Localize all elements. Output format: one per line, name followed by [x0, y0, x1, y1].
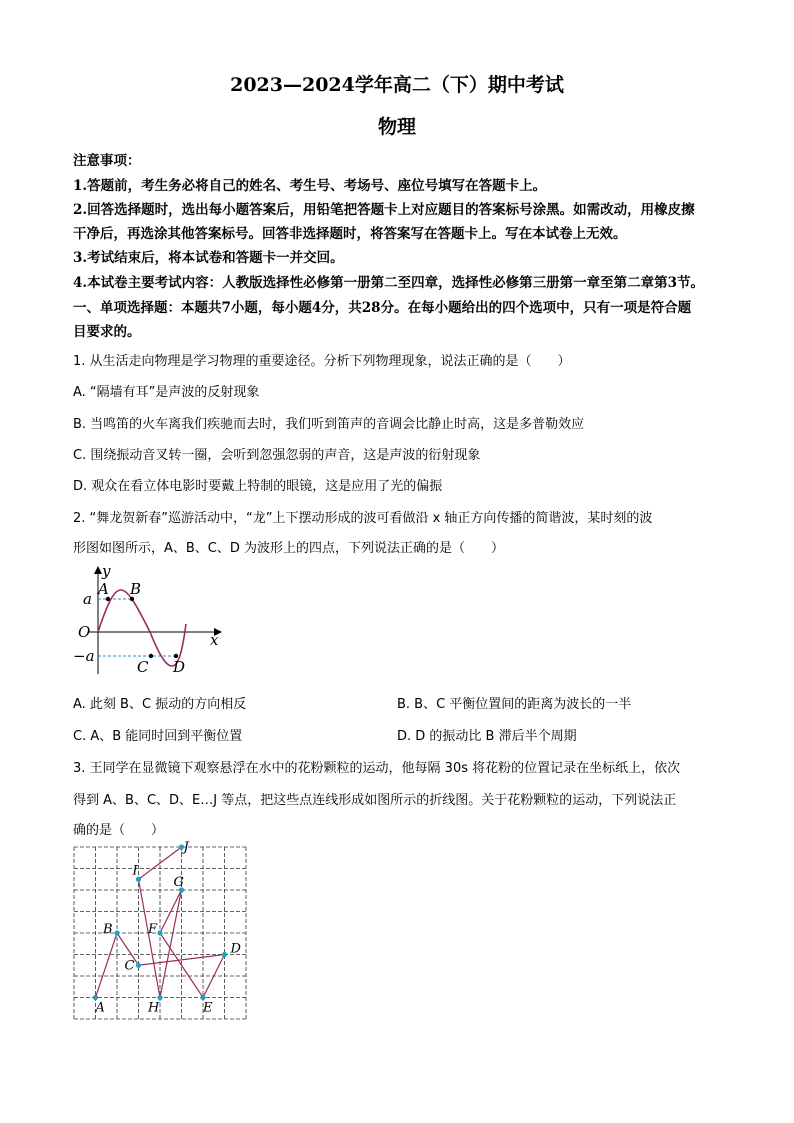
notice-item-3: 3.考试结束后，将本试卷和答题卡一并交回。 [73, 250, 344, 266]
q2-option-b: B. B、C 平衡位置间的距离为波长的一半 [397, 697, 632, 712]
section-heading-cont: 目要求的。 [73, 324, 141, 340]
point-c-dot [149, 654, 153, 658]
q3-stem-line3: 确的是（ ） [73, 823, 165, 838]
section-heading: 一、单项选择题：本题共7小题，每小题4分，共28分。在每小题给出的四个选项中，只有一项是符合题 [73, 300, 692, 316]
path-label-d: D [230, 941, 241, 957]
q1-option-c: C. 围绕振动音叉转一圈，会听到忽强忽弱的声音，这是声波的衍射现象 [73, 448, 481, 463]
notice-item-2-cont: 干净后，再选涂其他答案标号。回答非选择题时，将答案写在答题卡上。写在本试卷上无效。 [73, 226, 627, 242]
path-point-a [93, 995, 98, 1000]
q2-option-c: C. A、B 能同时回到平衡位置 [73, 729, 243, 744]
level-neg-a-label: −a [73, 647, 95, 665]
notice-item-4: 4.本试卷主要考试内容：人教版选择性必修第一册第二至四章，选择性必修第三册第一章至第二章第3节。 [73, 275, 704, 291]
point-a-label: A [98, 580, 109, 598]
path-point-b [114, 930, 119, 935]
q1-option-a: A. “隔墙有耳”是声波的反射现象 [73, 385, 260, 400]
sine-wave [98, 590, 186, 666]
notice-item-1: 1.答题前，考生务必将自己的姓名、考生号、考场号、座位号填写在答题卡上。 [73, 178, 547, 194]
q2-option-a: A. 此刻 B、C 振动的方向相反 [73, 697, 247, 712]
notice-heading: 注意事项： [73, 153, 141, 169]
point-b-label: B [130, 580, 142, 598]
point-d-label: D [173, 658, 186, 676]
level-a-label: a [83, 590, 92, 608]
q3-brownian-figure [74, 840, 246, 1023]
q2-stem-line1: 2. “舞龙贺新春”巡游活动中，“龙”上下摆动形成的波可看做沿 x 轴正方向传播的简谐波，某时刻的波 [73, 511, 653, 526]
exam-title: 2023—2024学年高二（下）期中考试 [230, 74, 564, 96]
path-label-g: G [173, 875, 184, 890]
q3-stem-line2: 得到 A、B、C、D、E…J 等点，把这些点连线形成如图所示的折线图。关于花粉颗粒的运动，下列说法正 [73, 793, 677, 808]
path-point-d [222, 952, 227, 957]
path-label-a: A [95, 1000, 105, 1016]
axis-x-label: x [210, 631, 219, 649]
path-point-e [200, 995, 205, 1000]
path-label-e: E [203, 1000, 213, 1016]
axis-y-label: y [102, 562, 111, 580]
q2-wave-figure [70, 562, 230, 682]
path-point-c [136, 963, 141, 968]
path-label-i: I [132, 863, 138, 879]
q2-option-d: D. D 的振动比 B 滞后半个周期 [397, 729, 577, 744]
notice-item-2: 2.回答选择题时，选出每小题答案后，用铅笔把答题卡上对应题目的答案标号涂黑。如需改动，用橡皮擦 [73, 202, 695, 218]
subject-title: 物理 [377, 116, 416, 138]
path-label-j: J [183, 840, 189, 855]
q3-stem-line1: 3. 王同学在显微镜下观察悬浮在水中的花粉颗粒的运动，他每隔 30s 将花粉的位置记录在坐标纸上，依次 [73, 761, 681, 776]
q2-stem-line2: 形图如图所示，A、B、C、D 为波形上的四点，下列说法正确的是（ ） [73, 541, 505, 556]
path-label-h: H [148, 1000, 160, 1016]
path-point-h [157, 995, 162, 1000]
point-c-label: C [137, 658, 149, 676]
path-point-f [157, 930, 162, 935]
q1-option-d: D. 观众在看立体电影时要戴上特制的眼镜，这是应用了光的偏振 [73, 479, 443, 494]
q1-stem: 1. 从生活走向物理是学习物理的重要途径。分析下列物理现象，说法正确的是（ ） [73, 354, 571, 369]
q1-option-b: B. 当鸣笛的火车离我们疾驰而去时，我们听到笛声的音调会比静止时高，这是多普勒效应 [73, 417, 585, 432]
path-label-b: B [103, 922, 113, 937]
origin-label: O [78, 623, 91, 641]
path-label-c: C [124, 958, 135, 974]
path-label-f: F [148, 922, 158, 937]
